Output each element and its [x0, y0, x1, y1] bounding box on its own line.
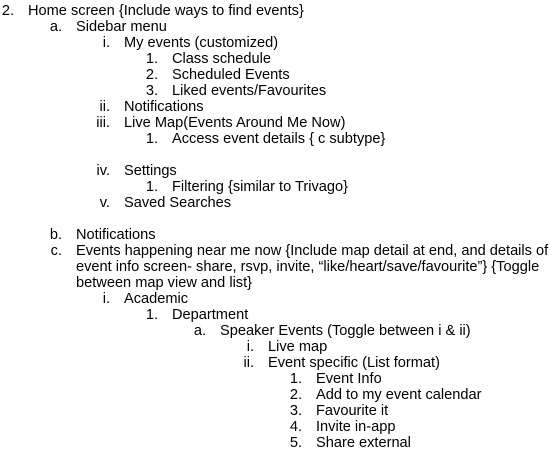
list-item-text: Speaker Events (Toggle between i & ii) — [220, 323, 471, 339]
list-item-text: Share external — [316, 435, 411, 451]
list-item-text: Add to my event calendar — [316, 387, 482, 403]
list-marker: 5. — [289, 435, 302, 451]
list-item-text: Invite in-app — [316, 419, 396, 435]
list-item-text: between map view and list} — [76, 275, 253, 291]
list-marker: 1. — [145, 179, 158, 195]
list-item-text: event info screen- share, rsvp, invite, “like/heart/save/favourite”} {Toggle — [76, 259, 540, 275]
list-marker: 2. — [1, 3, 14, 19]
list-marker: 1. — [145, 51, 158, 67]
list-marker: i. — [102, 35, 110, 51]
list-marker: 1. — [145, 131, 158, 147]
list-item-text: Live map — [268, 339, 328, 355]
list-marker: i. — [246, 339, 254, 355]
list-item-text: Event Info — [316, 371, 382, 387]
list-marker: 3. — [289, 403, 302, 419]
list-item-text: Favourite it — [316, 403, 389, 419]
list-marker: ii. — [243, 355, 254, 371]
list-item-text: Events happening near me now {Include map detail at end, and details of — [76, 243, 549, 259]
list-item-text: Saved Searches — [124, 195, 232, 211]
list-item-text: Department — [172, 307, 249, 323]
list-item-text: Sidebar menu — [76, 19, 167, 35]
list-marker: 2. — [289, 387, 302, 403]
list-item-text: Notifications — [124, 99, 204, 115]
list-item-text: My events (customized) — [124, 35, 279, 51]
list-item-text: Liked events/Favourites — [172, 83, 327, 99]
list-marker: iv. — [96, 163, 110, 179]
list-marker: ii. — [99, 99, 110, 115]
list-item-text: Academic — [124, 291, 189, 307]
list-marker: i. — [102, 291, 110, 307]
list-marker: v. — [99, 195, 110, 211]
list-marker: 3. — [145, 83, 158, 99]
list-marker: 4. — [289, 419, 302, 435]
list-marker: 1. — [145, 307, 158, 323]
list-item-text: Event specific (List format) — [268, 355, 440, 371]
list-item-text: Scheduled Events — [172, 67, 290, 83]
list-item-text: Settings — [124, 163, 177, 179]
list-marker: 1. — [289, 371, 302, 387]
list-item-text: Notifications — [76, 227, 156, 243]
list-marker: 2. — [145, 67, 158, 83]
list-item-text: Home screen {Include ways to find events} — [28, 3, 304, 19]
list-marker: a. — [193, 323, 206, 339]
list-marker: b. — [49, 227, 62, 243]
list-item-text: Class schedule — [172, 51, 271, 67]
list-item-text: Access event details { c subtype} — [172, 131, 386, 147]
list-item-text: Filtering {similar to Trivago} — [172, 179, 349, 195]
list-item-text: Live Map(Events Around Me Now) — [124, 115, 346, 131]
list-marker: a. — [49, 19, 62, 35]
list-marker: iii. — [96, 115, 110, 131]
list-marker: c. — [50, 243, 62, 259]
